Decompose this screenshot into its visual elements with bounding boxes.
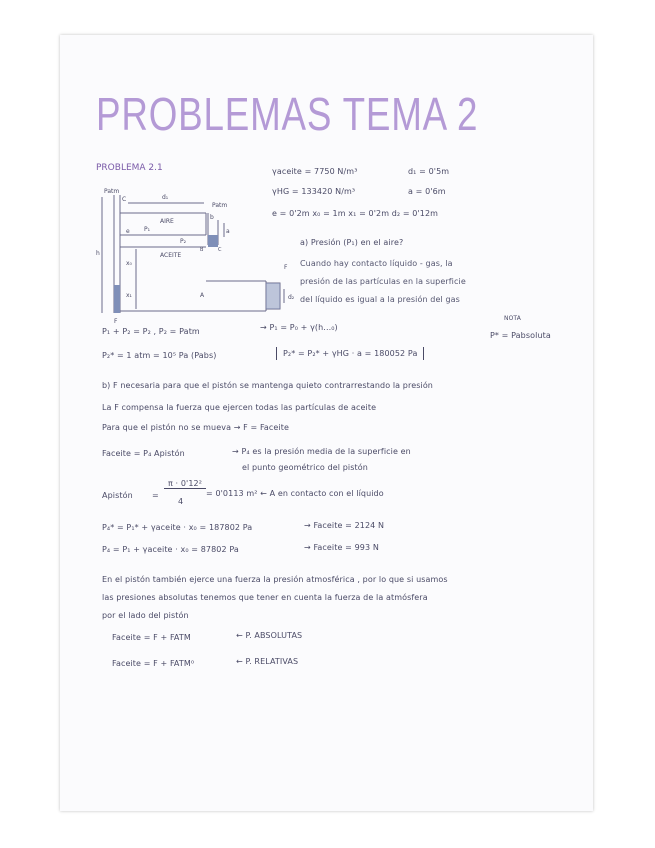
equation-6a: P₄ = P₁ + γaceite · x₀ = 87802 Pa — [102, 545, 239, 554]
equation-7a: Faceite = F + FATM — [112, 633, 191, 642]
given-a: a = 0'6m — [408, 187, 446, 196]
note-definition: P* = Pabsoluta — [490, 331, 551, 340]
part-b-line1: b) F necesaria para que el pistón se mantenga quieto contrarrestando la presión — [102, 381, 433, 390]
equation-2b-boxed: P₂* = P₂* + γHG · a = 180052 Pa — [276, 347, 424, 360]
equation-3c: el punto geométrico del pistón — [242, 463, 368, 472]
label-p1: P₁ — [144, 226, 151, 233]
equation-1b: → P₁ = P₀ + γ(h...₀) — [260, 323, 338, 332]
mercury-column-left — [114, 285, 120, 313]
equation-7b: ← P. ABSOLUTAS — [236, 631, 303, 640]
part-c-line2: las presiones absolutas tenemos que tener en cuenta la fuerza de la atmósfera — [102, 593, 428, 602]
page-title: PROBLEMAS TEMA 2 — [96, 88, 479, 140]
mercury-column-u — [208, 235, 218, 247]
label-d1: d₁ — [162, 194, 169, 201]
piston-diagram — [96, 185, 296, 325]
label-patm-right: Patm — [212, 202, 228, 209]
equation-4-rhs: = 0'0113 m² ← A en contacto con el líquido — [206, 489, 384, 498]
label-C-small: C — [218, 247, 222, 253]
given-d1: d₁ = 0'5m — [408, 167, 450, 176]
equation-4-lhs: Apistón — [102, 491, 133, 500]
label-B-small: B — [200, 247, 204, 253]
equation-3a: Faceite = P₄ Apistón — [102, 449, 185, 458]
label-F: F — [284, 264, 288, 271]
label-x1: x₁ — [126, 292, 132, 299]
part-a-question: a) Presión (P₁) en el aire? — [300, 238, 404, 247]
label-b: b — [210, 214, 214, 221]
equation-8a: Faceite = F + FATM⁰ — [112, 659, 195, 668]
equation-5b: → Faceite = 2124 N — [304, 521, 385, 530]
piston-body — [266, 283, 280, 309]
equation-3b: → P₄ es la presión media de la superficie en — [232, 447, 411, 456]
equation-4-numerator: π · 0'12² — [164, 479, 206, 489]
equation-5a: P₄* = P₁* + γaceite · x₀ = 187802 Pa — [102, 523, 253, 532]
label-h: h — [96, 250, 100, 257]
part-c-line1: En el pistón también ejerce una fuerza la presión atmosférica , por lo que si usamos — [102, 575, 448, 584]
label-A: A — [200, 292, 205, 299]
part-b-line3: Para que el pistón no se mueva → F = Faceite — [102, 423, 290, 432]
equation-2a: P₂* = 1 atm = 10⁵ Pa (Pabs) — [102, 351, 217, 360]
given-dimensions: e = 0'2m x₀ = 1m x₁ = 0'2m d₂ = 0'12m — [272, 209, 439, 218]
label-aceite: ACEITE — [160, 252, 182, 259]
part-a-line1: Cuando hay contacto líquido - gas, la — [300, 259, 453, 268]
problem-heading: PROBLEMA 2.1 — [96, 163, 163, 173]
given-gamma-aceite: γaceite = 7750 N/m³ — [272, 167, 358, 176]
part-c-line3: por el lado del pistón — [102, 611, 189, 620]
label-c-top: C — [122, 196, 127, 203]
label-a: a — [226, 228, 230, 235]
paper-sheet: PROBLEMAS TEMA 2 PROBLEMA 2.1 γaceite = 7750 N/m³ d₁ = 0'5m γHG = 133420 N/m³ a = 0'6m e = 0'2m x₀ = 1m x₁ = 0'2m d₂ = 0'12m Patm C d₁ Patm b AIRE e P₁ P₂ a h ACEITE x₀ x₁ A F d₂ F C B a) Presión (P₁) en el aire? Cuando hay contacto líquido - gas, la presión de las partículas en la superficie del líquido es igual a la presión del gas P₁ + P₂ = P₂ , P₂ = Patm → P₁ = P₀ + γ(h...₀) NOTA P* = Pabsoluta P₂* = 1 atm = 10⁵ Pa (Pabs) P₂* = P₂* + γHG · a = 180052 Pa b) F necesaria para que el pistón se mantenga quieto contrarrestando la presión La F compensa la fuerza que ejercen todas las partículas de aceite Para que el pistón no se mueva → F = Faceite Faceite = P₄ Apistón → P₄ es la presión media de la superficie en el punto geométrico del pistón Apistón = π · 0'12² 4 = 0'0113 m² ← A en contacto con el líquido P₄* = P₁* + γaceite · x₀ = 187802 Pa → Faceite = 2124 N P₄ = P₁ + γaceite · x₀ = 87802 Pa → Faceite = 993 N En el pistón también ejerce una fuerza la presión atmosférica , por lo que si usamos las presiones absolutas tenemos que tener en cuenta la fuerza de la atmósfera por el lado del pistón Faceite = F + FATM ← P. ABSOLUTAS Faceite = F + FATM⁰ ← P. RELATIVAS — [60, 35, 593, 811]
part-a-line2: presión de las partículas en la superficie — [300, 277, 466, 286]
given-gamma-hg: γHG = 133420 N/m³ — [272, 187, 356, 196]
label-F-bottom: F — [114, 318, 118, 325]
equation-6b: → Faceite = 993 N — [304, 543, 379, 552]
label-patm-left: Patm — [104, 188, 120, 195]
label-p2: P₂ — [180, 238, 187, 245]
equation-4-denominator: 4 — [178, 497, 184, 506]
label-e: e — [126, 228, 130, 235]
part-a-line3: del líquido es igual a la presión del gas — [300, 295, 460, 304]
part-b-line2: La F compensa la fuerza que ejercen todas las partículas de aceite — [102, 403, 377, 412]
label-d2: d₂ — [288, 294, 295, 301]
equation-8b: ← P. RELATIVAS — [236, 657, 299, 666]
note-label: NOTA — [504, 315, 521, 322]
label-aire: AIRE — [160, 218, 174, 225]
label-x0: x₀ — [126, 260, 132, 267]
equation-1a: P₁ + P₂ = P₂ , P₂ = Patm — [102, 327, 200, 336]
